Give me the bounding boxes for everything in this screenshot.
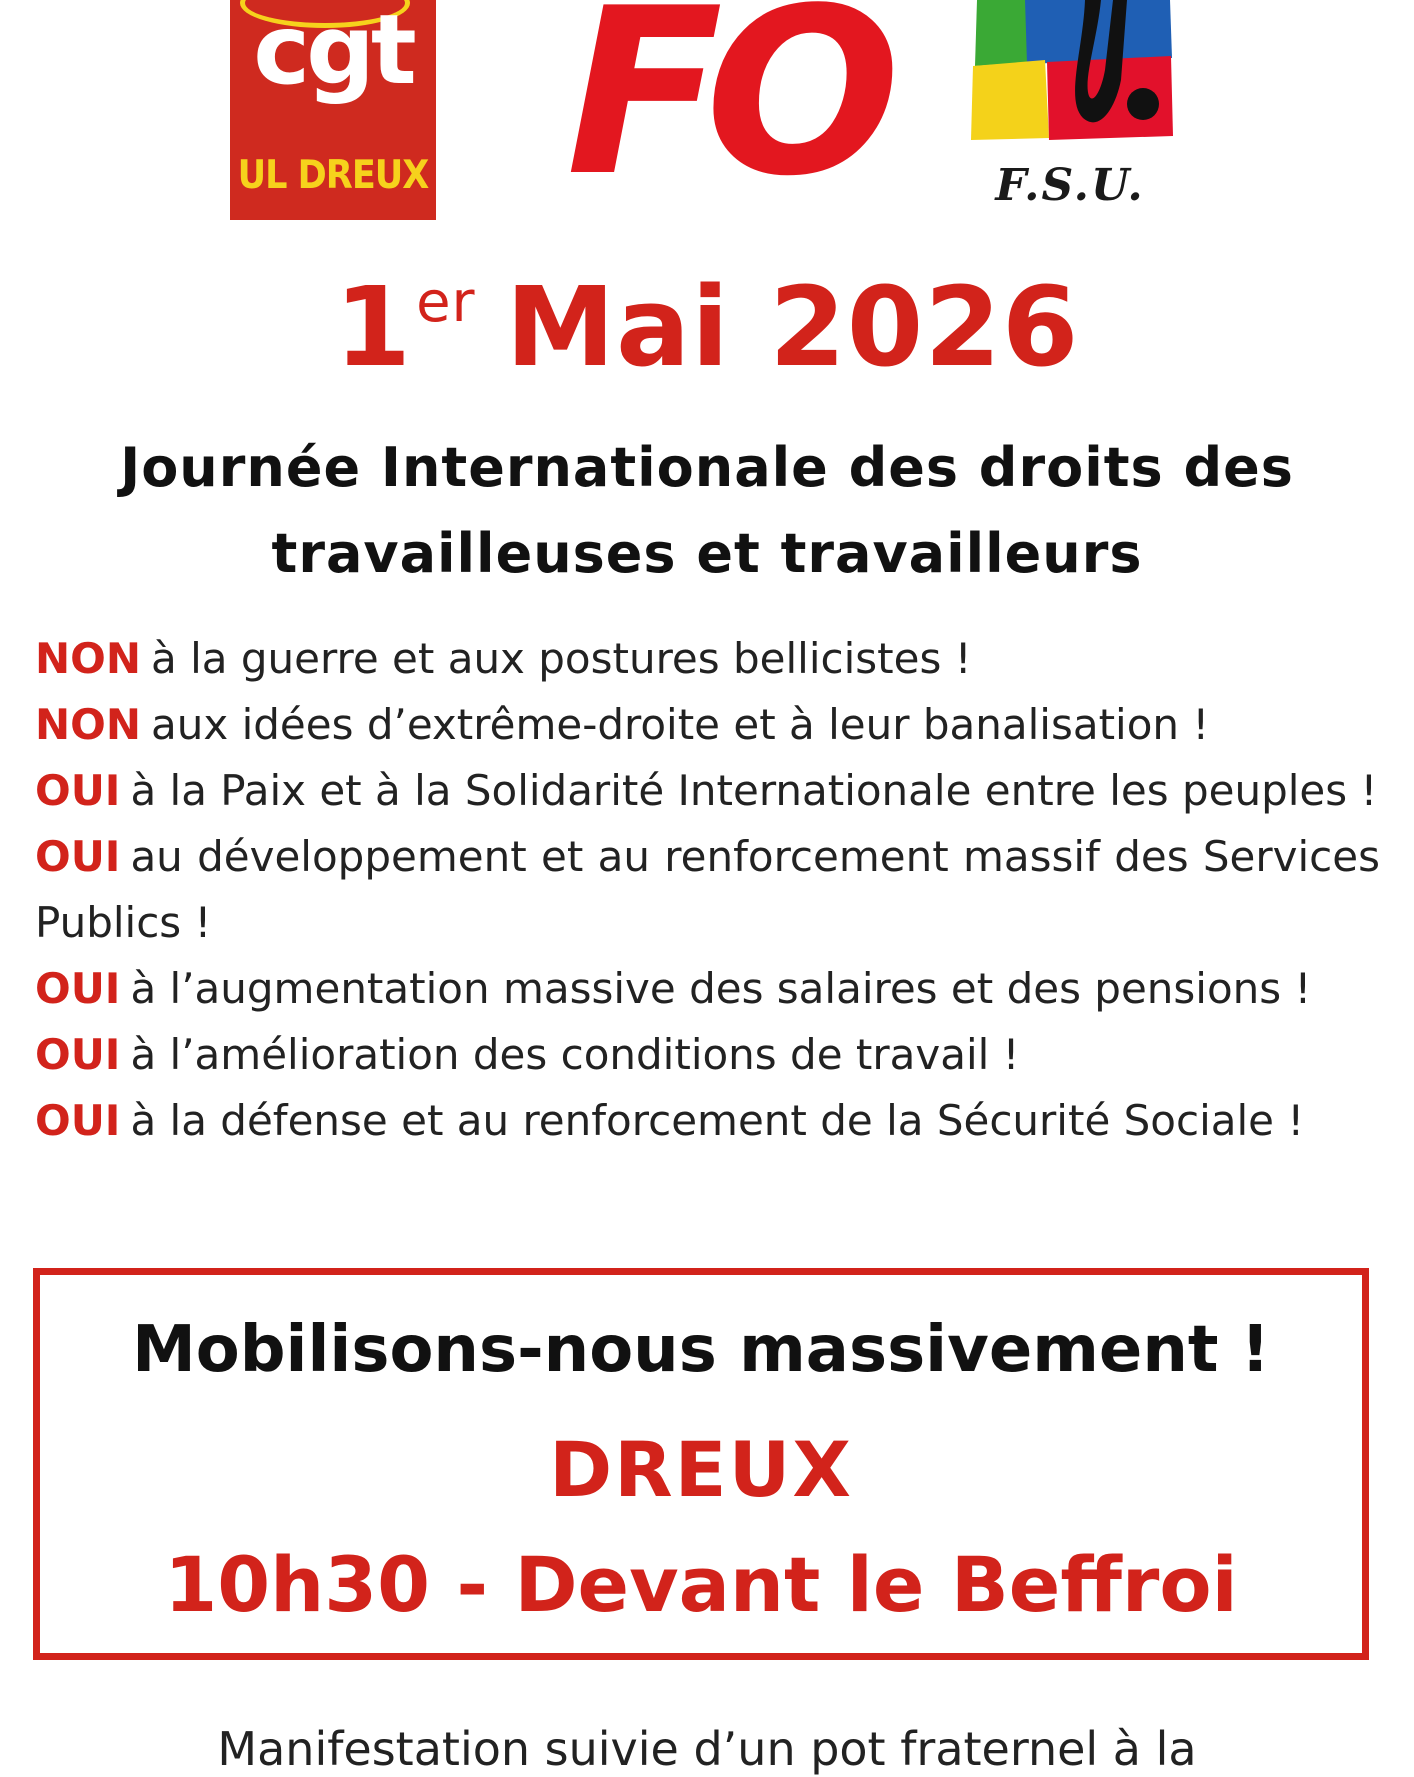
date-ordinal: er	[416, 270, 476, 335]
cgt-logo	[230, 0, 436, 220]
slogan-keyword: OUI	[35, 766, 121, 815]
slogan-text: à la défense et au renforcement de la Sécurité Sociale !	[130, 1096, 1305, 1145]
page-subtitle	[40, 425, 1374, 597]
slogan-keyword: NON	[35, 700, 142, 749]
slogan-text: à l’augmentation massive des salaires et des pensions !	[130, 964, 1312, 1013]
logo-bar	[0, 0, 1414, 230]
slogan-item	[35, 824, 1380, 956]
mobilisation-box	[33, 1268, 1369, 1660]
slogan-item	[35, 1088, 1380, 1154]
slogan-keyword: NON	[35, 634, 142, 683]
slogan-keyword: OUI	[35, 964, 121, 1013]
slogan-item	[35, 692, 1380, 758]
slogan-item	[35, 626, 1380, 692]
fo-logo-icon	[560, 0, 883, 227]
slogan-keyword: OUI	[35, 832, 121, 881]
footer-note: Manifestation suivie d’un pot fraternel à la	[217, 1722, 1197, 1776]
subtitle-line-2: travailleuses et travailleurs	[271, 522, 1143, 585]
event-date	[0, 263, 1414, 391]
fo-logo-text: FO	[566, 0, 883, 227]
event-time-place: 10h30 - Devant le Beffroi	[164, 1540, 1238, 1629]
slogan-keyword: OUI	[35, 1030, 121, 1079]
slogan-item	[35, 758, 1380, 824]
date-month-year: Mai 2026	[505, 263, 1080, 391]
fsu-logo	[965, 0, 1175, 215]
fsu-mosaic-icon	[965, 0, 1175, 150]
subtitle-line-1: Journée Internationale des droits des	[120, 436, 1294, 499]
fo-logo	[560, 0, 883, 227]
cgt-ul-label: UL DREUX	[237, 153, 429, 198]
slogan-list	[35, 626, 1380, 1154]
slogan-text: à la Paix et à la Solidarité Internationale entre les peuples !	[130, 766, 1378, 815]
slogan-keyword: OUI	[35, 1096, 121, 1145]
slogan-item	[35, 956, 1380, 1022]
slogan-text: au développement et au renforcement massif des Services Publics !	[35, 832, 1380, 947]
cgt-logo-text: cgt	[253, 0, 413, 106]
date-day: 1	[334, 263, 413, 391]
slogan-item	[35, 1022, 1380, 1088]
slogan-text: à la guerre et aux postures bellicistes !	[151, 634, 972, 683]
fsu-label: F.S.U.	[995, 160, 1145, 211]
slogan-text: aux idées d’extrême-droite et à leur banalisation !	[151, 700, 1210, 749]
slogan-text: à l’amélioration des conditions de travail !	[130, 1030, 1020, 1079]
event-city: DREUX	[549, 1425, 853, 1514]
mobilisation-headline: Mobilisons-nous massivement !	[132, 1313, 1270, 1387]
